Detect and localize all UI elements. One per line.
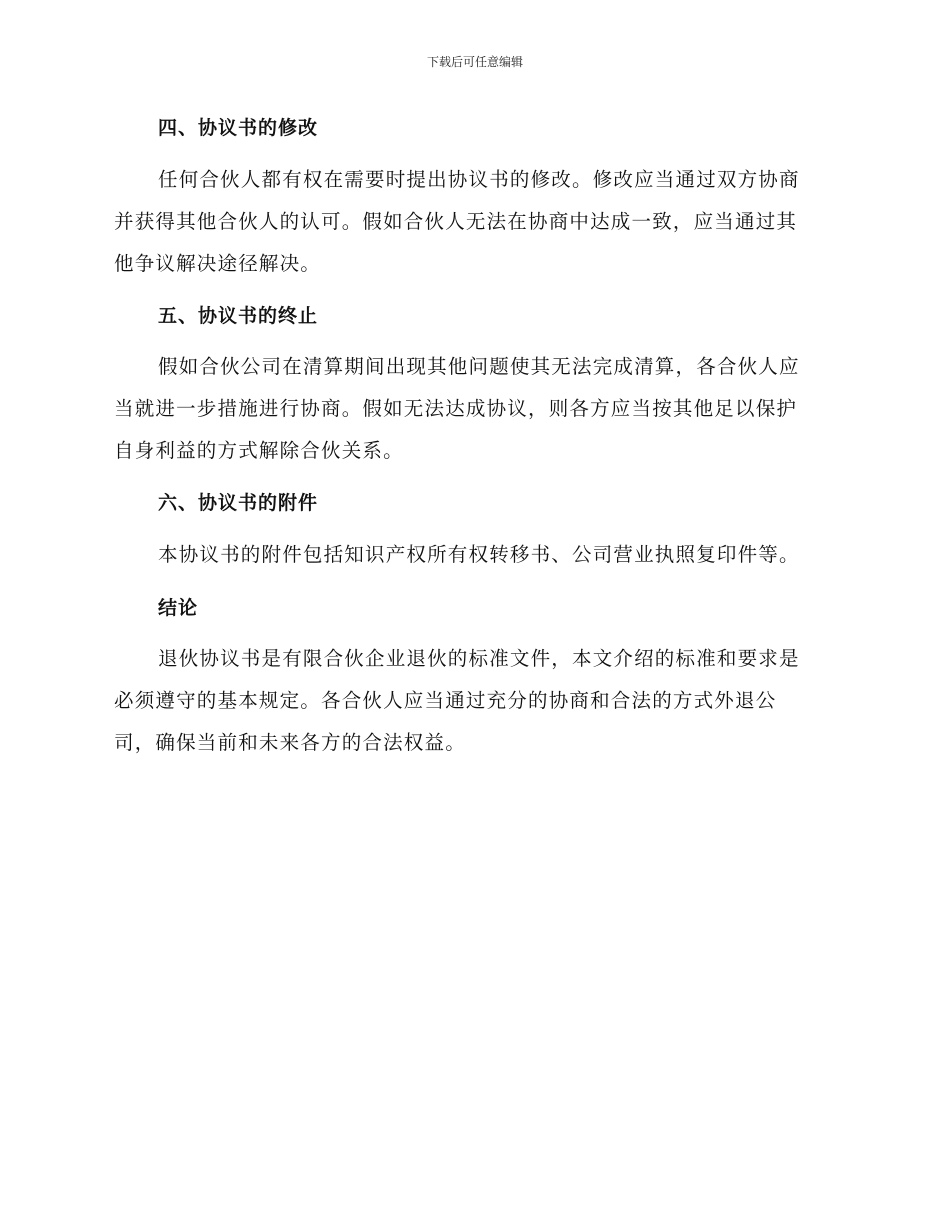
paragraph-line: 他争议解决途径解决。 <box>114 252 322 275</box>
paragraph-line: 当就进一步措施进行协商。假如无法达成协议，则各方应当按其他足以保护 <box>114 397 798 420</box>
section-heading-conclusion: 结论 <box>158 597 199 619</box>
paragraph-line: 司，确保当前和未来各方的合法权益。 <box>114 731 466 754</box>
paragraph-line: 必须遵守的基本规定。各合伙人应当通过充分的协商和合法的方式外退公 <box>114 689 777 712</box>
section-heading-modification: 四、协议书的修改 <box>158 117 319 139</box>
page-header: 下载后可任意编辑 <box>426 55 523 69</box>
paragraph-line: 任何合伙人都有权在需要时提出协议书的修改。修改应当通过双方协商 <box>158 168 800 191</box>
section-heading-attachments: 六、协议书的附件 <box>158 492 319 514</box>
section-heading-termination: 五、协议书的终止 <box>158 305 319 327</box>
paragraph-line: 本协议书的附件包括知识产权所有权转移书、公司营业执照复印件等。 <box>158 543 800 566</box>
paragraph-line: 并获得其他合伙人的认可。假如合伙人无法在协商中达成一致，应当通过其 <box>114 210 798 233</box>
paragraph-line: 退伙协议书是有限合伙企业退伙的标准文件，本文介绍的标准和要求是 <box>158 647 800 670</box>
paragraph-line: 自身利益的方式解除合伙关系。 <box>114 439 404 462</box>
paragraph-line: 假如合伙公司在清算期间出现其他问题使其无法完成清算，各合伙人应 <box>158 355 800 378</box>
